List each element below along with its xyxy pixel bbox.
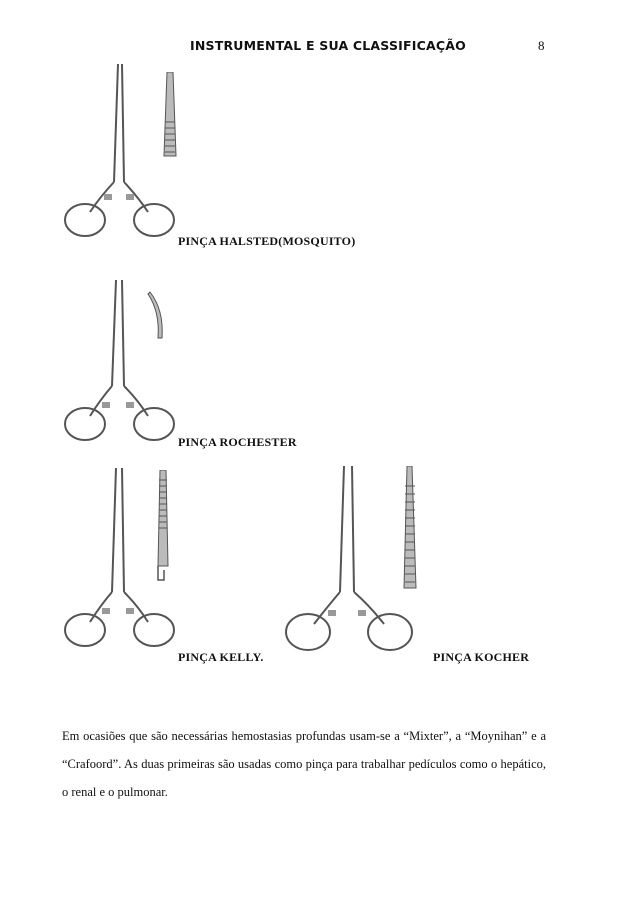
caption-kelly: PINÇA KELLY. xyxy=(178,650,264,664)
page-header xyxy=(0,38,638,58)
caption-kocher: PINÇA KOCHER xyxy=(433,650,530,664)
page-number: 8 xyxy=(538,38,545,53)
figure-rochester xyxy=(60,278,190,448)
header-title: INSTRUMENTAL E SUA CLASSIFICAÇÃO xyxy=(190,38,466,53)
halsted-jaw-detail xyxy=(162,72,178,158)
kelly-jaw-detail xyxy=(154,470,174,582)
rochester-forceps-icon xyxy=(60,278,190,448)
caption-rochester: PINÇA ROCHESTER xyxy=(178,435,297,449)
caption-halsted: PINÇA HALSTED(MOSQUITO) xyxy=(178,234,356,248)
rochester-jaw-detail xyxy=(146,290,170,340)
body-paragraph: Em ocasiões que são necessárias hemostasias profundas usam-se a “Mixter”, a “Moynihan” e a “Crafoord”. As duas primeiras são usadas como pinça para trabalhar pedículos como o hepático, o renal e o pulmonar. xyxy=(62,728,546,799)
kocher-jaw-detail xyxy=(400,466,420,590)
